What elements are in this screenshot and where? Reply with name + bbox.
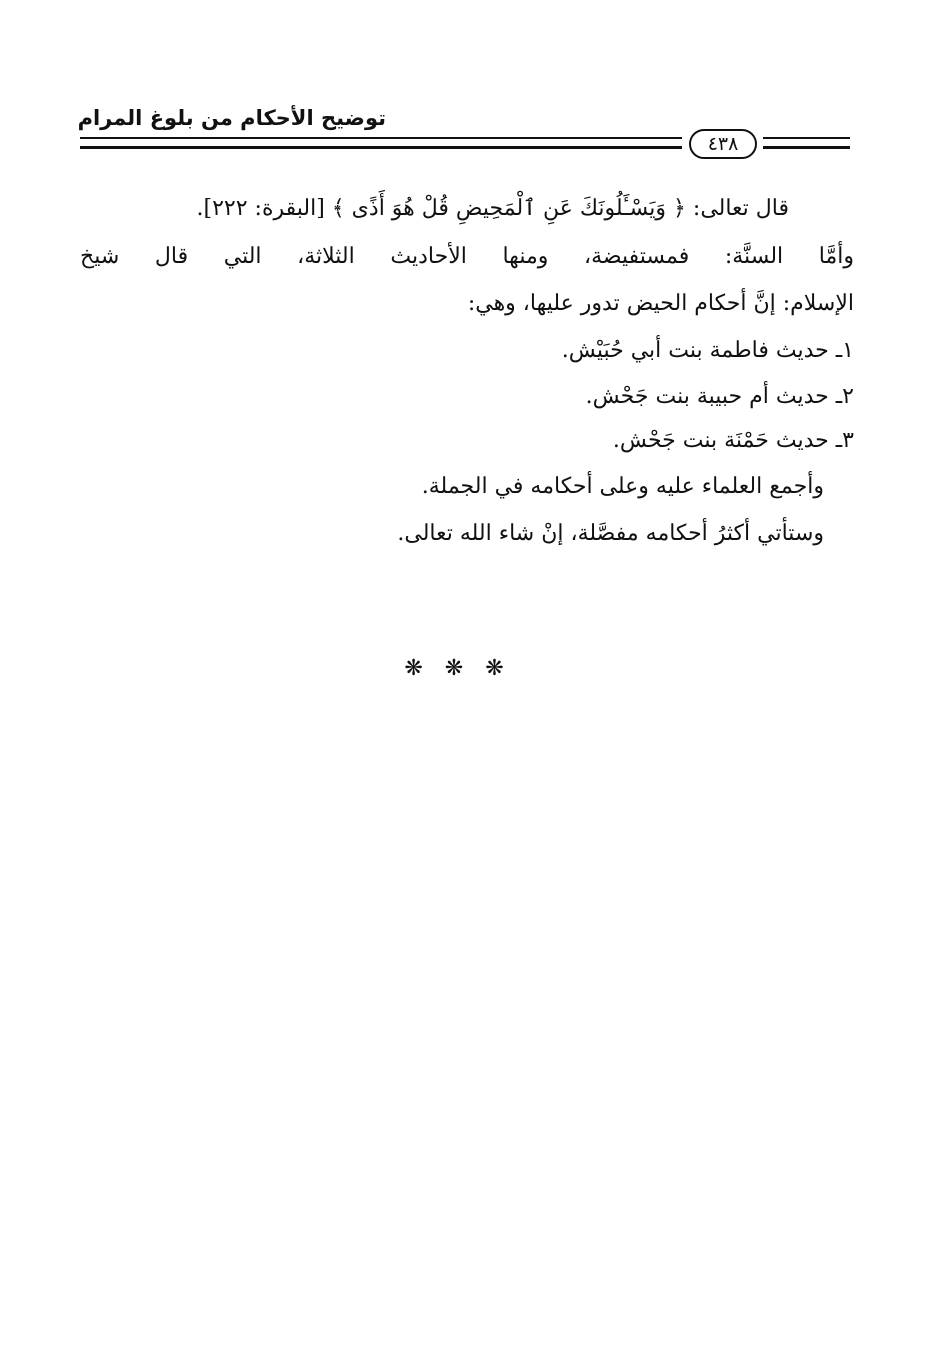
running-header-title: توضيح الأحكام من بلوغ المرام <box>77 106 386 130</box>
header-rule-left-top <box>80 137 682 139</box>
header-rule-left-bottom <box>80 146 682 149</box>
list-item-hadith-1: ١ـ حديث فاطمة بنت أبي حُبَيْش. <box>561 338 854 363</box>
page-number: ٤٣٨ <box>689 129 757 159</box>
body-line-sunnah: وأمَّا السنَّة: فمستفيضة، ومنها الأحاديث الثلاثة، التي قال شيخ <box>80 244 854 269</box>
list-item-hadith-2: ٢ـ حديث أم حبيبة بنت جَحْش. <box>585 384 854 409</box>
body-line-details: وستأتي أكثرُ أحكامه مفصَّلة، إنْ شاء الله تعالى. <box>397 521 824 546</box>
list-item-hadith-3: ٣ـ حديث حَمْنَة بنت جَحْش. <box>612 428 854 453</box>
header-rule-right-bottom <box>763 146 850 149</box>
body-line-islam: الإسلام: إنَّ أحكام الحيض تدور عليها، وهي: <box>467 291 854 316</box>
body-line-quran-verse: قال تعالى: ﴿ وَيَسْـَٔلُونَكَ عَنِ ٱلْمَحِيضِ قُلْ هُوَ أَذًى ﴾ [البقرة: ٢٢٢]. <box>196 196 789 221</box>
header-rule-right-top <box>763 137 850 139</box>
body-line-consensus: وأجمع العلماء عليه وعلى أحكامه في الجملة. <box>421 474 824 499</box>
section-separator-asterisks: ❋❋❋ <box>404 656 526 681</box>
